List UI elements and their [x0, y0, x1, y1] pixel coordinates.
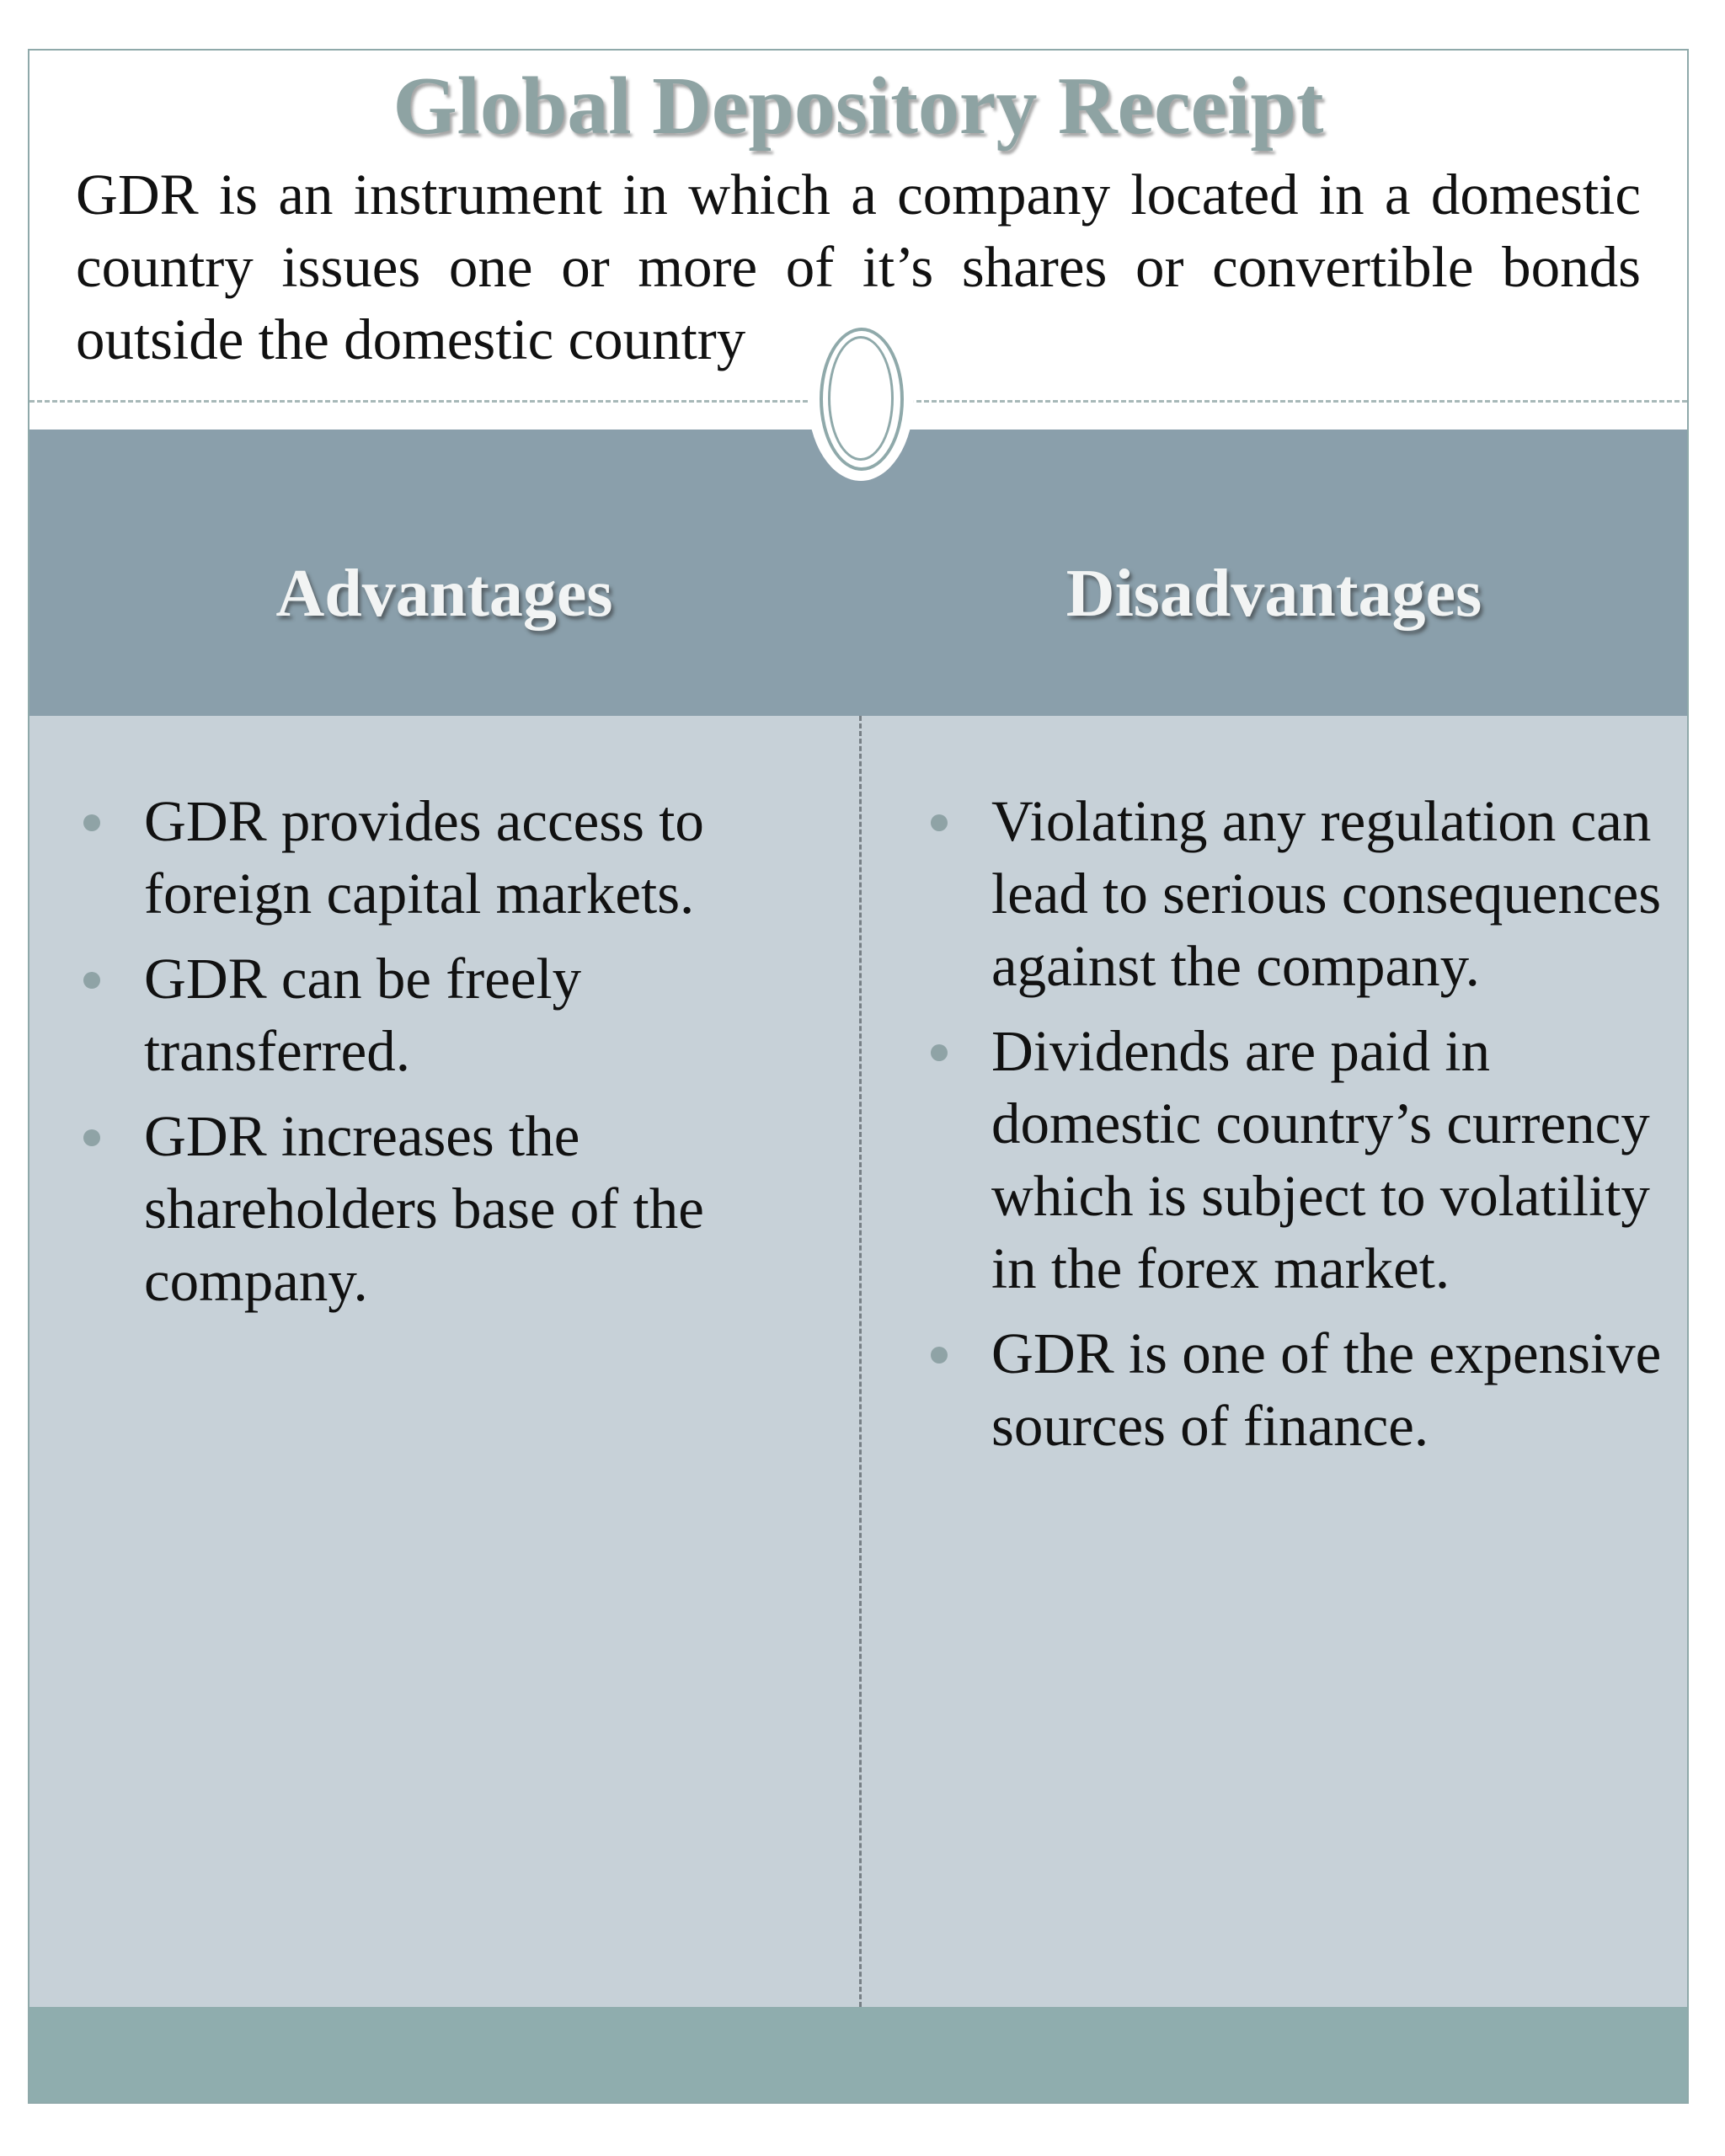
slide-title: Global Depository Receipt	[393, 61, 1324, 152]
advantage-text: GDR increases the shareholders base of the company.	[144, 1104, 704, 1313]
disadvantages-heading: Disadvantages	[1065, 557, 1482, 631]
column-divider	[859, 716, 862, 2007]
disadvantage-text: Violating any regulation can lead to serious consequences against the company.	[991, 789, 1662, 998]
list-item	[927, 785, 1669, 1002]
bullet-icon	[83, 972, 100, 989]
disadvantages-list	[927, 785, 1669, 1475]
list-item	[80, 1100, 838, 1317]
advantages-heading: Advantages	[275, 557, 613, 631]
footer-band	[29, 2007, 1687, 2102]
bullet-icon	[83, 1129, 100, 1146]
list-item	[927, 1317, 1669, 1462]
advantages-list	[80, 785, 838, 1330]
bullet-icon	[931, 814, 948, 831]
advantage-text: GDR can be freely transferred.	[144, 947, 582, 1083]
bullet-icon	[83, 814, 100, 831]
slide	[28, 49, 1689, 2104]
list-item	[80, 785, 838, 930]
list-item	[80, 942, 838, 1087]
intro-paragraph: GDR is an instrument in which a company located in a domestic country issues one or more of it’s shares or convertible bonds outside the domestic country	[76, 163, 1641, 371]
disadvantage-text: GDR is one of the expensive sources of finance.	[991, 1321, 1662, 1458]
bullet-icon	[931, 1347, 948, 1364]
ornament-inner-ring	[828, 336, 894, 461]
bullet-icon	[931, 1044, 948, 1061]
advantage-text: GDR provides access to foreign capital markets.	[144, 789, 704, 926]
oval-ornament-icon	[808, 316, 914, 481]
list-item	[927, 1015, 1669, 1305]
disadvantage-text: Dividends are paid in domestic country’s currency which is subject to volatility in the forex market.	[991, 1019, 1650, 1300]
